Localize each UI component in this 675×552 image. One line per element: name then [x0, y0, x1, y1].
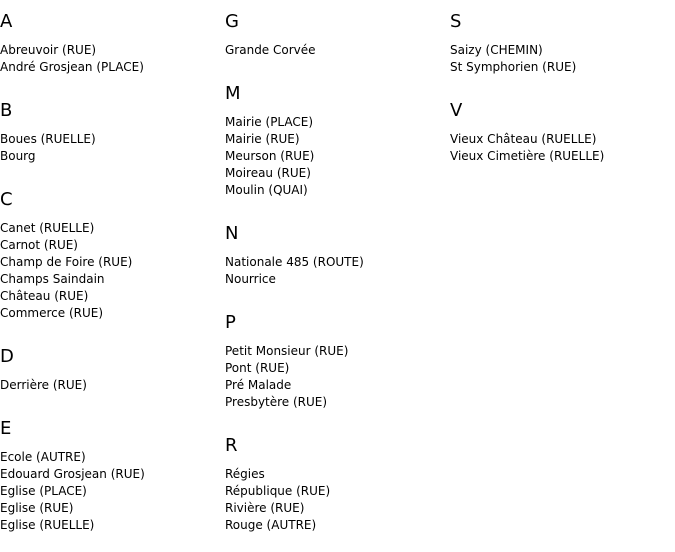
- street-link[interactable]: Château (RUE): [0, 289, 89, 303]
- street-list: [450, 42, 675, 76]
- street-list: [0, 377, 225, 394]
- street-list: [225, 343, 450, 411]
- street-link[interactable]: Commerce (RUE): [0, 306, 104, 320]
- letter-group: [0, 100, 225, 165]
- street-link[interactable]: St Symphorien (RUE): [450, 60, 577, 74]
- street-link[interactable]: Pont (RUE): [225, 361, 290, 375]
- letter-heading: N: [225, 223, 239, 244]
- street-link[interactable]: Meurson (RUE): [225, 149, 315, 163]
- letter-group: [450, 11, 675, 76]
- letter-heading: S: [450, 11, 462, 32]
- street-link[interactable]: Bourg: [0, 149, 36, 163]
- letter-heading: C: [0, 189, 13, 210]
- street-link[interactable]: Vieux Cimetière (RUELLE): [450, 149, 605, 163]
- street-link[interactable]: Pré Malade: [225, 378, 292, 392]
- street-list: [0, 220, 225, 322]
- street-link[interactable]: Vieux Château (RUELLE): [450, 132, 597, 146]
- street-list: [0, 42, 225, 76]
- letter-heading: V: [450, 100, 463, 121]
- street-link[interactable]: Eglise (PLACE): [0, 484, 87, 498]
- street-link[interactable]: Eglise (RUELLE): [0, 518, 95, 532]
- street-list: [0, 449, 225, 534]
- letter-group: [225, 312, 450, 411]
- letter-heading: B: [0, 100, 13, 121]
- street-list: [225, 466, 450, 534]
- street-link[interactable]: Champ de Foire (RUE): [0, 255, 133, 269]
- letter-group: [225, 11, 450, 59]
- street-link[interactable]: Saizy (CHEMIN): [450, 43, 543, 57]
- street-link[interactable]: Boues (RUELLE): [0, 132, 96, 146]
- street-link[interactable]: Rivière (RUE): [225, 501, 305, 515]
- letter-group: [0, 346, 225, 394]
- letter-heading: A: [0, 11, 13, 32]
- street-link[interactable]: Canet (RUELLE): [0, 221, 95, 235]
- street-link[interactable]: Mairie (PLACE): [225, 115, 314, 129]
- letter-group: [225, 435, 450, 534]
- street-link[interactable]: Régies: [225, 467, 265, 481]
- letter-heading: P: [225, 312, 236, 333]
- letter-group: [0, 11, 225, 76]
- letter-group: [0, 418, 225, 534]
- street-list: [225, 254, 450, 288]
- street-list: [450, 131, 675, 165]
- street-list: [0, 131, 225, 165]
- letter-heading: G: [225, 11, 239, 32]
- letter-group: [0, 189, 225, 322]
- index-column-2: [225, 0, 450, 552]
- street-link[interactable]: Petit Monsieur (RUE): [225, 344, 349, 358]
- street-link[interactable]: Derrière (RUE): [0, 378, 87, 392]
- letter-heading: E: [0, 418, 12, 439]
- letter-heading: R: [225, 435, 238, 456]
- street-link[interactable]: Moireau (RUE): [225, 166, 311, 180]
- letter-group: [225, 83, 450, 199]
- street-link[interactable]: Grande Corvée: [225, 43, 316, 57]
- street-link[interactable]: Nationale 485 (ROUTE): [225, 255, 364, 269]
- street-link[interactable]: Nourrice: [225, 272, 276, 286]
- street-link[interactable]: République (RUE): [225, 484, 331, 498]
- street-link[interactable]: Eglise (RUE): [0, 501, 74, 515]
- street-link[interactable]: Mairie (RUE): [225, 132, 300, 146]
- index-column-1: [0, 0, 225, 552]
- letter-heading: M: [225, 83, 241, 104]
- letter-group: [450, 100, 675, 165]
- street-link[interactable]: Carnot (RUE): [0, 238, 78, 252]
- letter-heading: D: [0, 346, 14, 367]
- street-link[interactable]: Rouge (AUTRE): [225, 518, 317, 532]
- street-link[interactable]: Champs Saindain: [0, 272, 105, 286]
- street-link[interactable]: Abreuvoir (RUE): [0, 43, 97, 57]
- street-link[interactable]: Moulin (QUAI): [225, 183, 308, 197]
- index-column-3: [450, 0, 675, 189]
- street-link[interactable]: Edouard Grosjean (RUE): [0, 467, 145, 481]
- letter-group: [225, 223, 450, 288]
- street-link[interactable]: André Grosjean (PLACE): [0, 60, 144, 74]
- street-link[interactable]: Presbytère (RUE): [225, 395, 328, 409]
- street-list: [225, 114, 450, 199]
- street-link[interactable]: Ecole (AUTRE): [0, 450, 86, 464]
- street-list: [225, 42, 450, 59]
